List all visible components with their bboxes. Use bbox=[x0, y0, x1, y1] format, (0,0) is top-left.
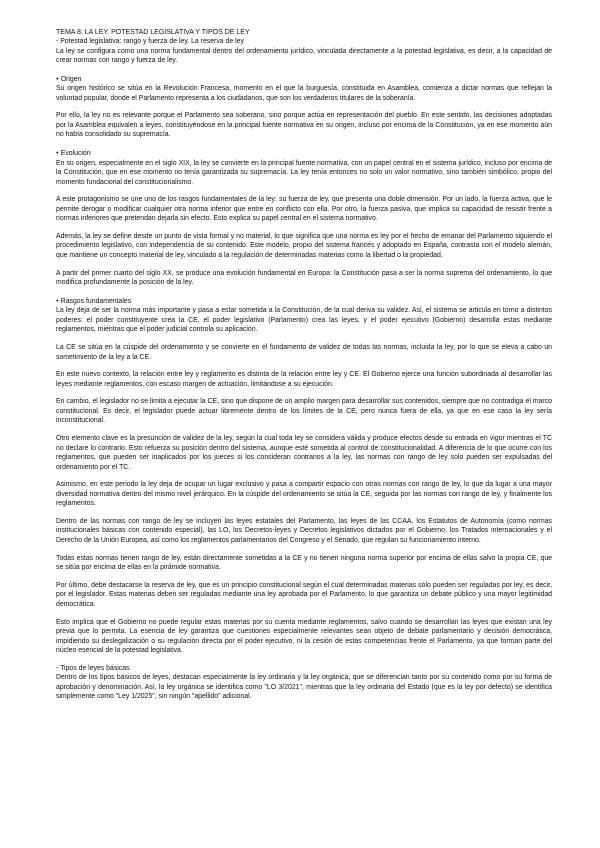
rasgos-paragraph-5: Otro elemento clave es la presunción de validez de la ley, según la cual toda ley se considera válida y produce efectos desde su entrada en vigor mientras el TC no declare lo contrario. Esto refuerza su posición dentro del sistema, aunque esté sometida al control de constitucionalidad. A diferencia de lo que ocurre con los reglamentos, que pueden ser inaplicados por los jueces si los consideran contrarios a la ley, las normas con rango de ley solo pueden ser expulsadas del ordenamiento por el TC. bbox=[56, 435, 552, 471]
evolucion-paragraph-2: A este protagonismo se une uno de los rasgos fundamentales de la ley: su fuerza de ley, que presenta una doble dimensión. Por un lado, la fuerza activa, que le permite derogar o modificar cualquier otra norma inferior que entre en conflicto con ella. Por otro, la fuerza pasiva, que implica su capacidad de resistir frente a normas inferiores que pretendan dejarla sin efecto. Esto explica su papel central en el sistema normativo. bbox=[56, 196, 552, 223]
origen-paragraph-1: Su origen histórico se sitúa en la Revolución Francesa, momento en el que la burguesía, constituida en Asamblea, comienza a dictar normas que reflejan la voluntad popular, donde el Parlamento representa a los ciudadanos, que son los verdaderos titulares de la soberanía. bbox=[56, 85, 552, 102]
tipos-paragraph-1: Dentro de los tipos básicos de leyes, destacan especialmente la ley ordinaria y la ley orgánica, que se diferencian tanto por su contenido como por su forma de aprobación y denominación. Así, la ley orgánica se identifica como "LO 3/2021", mientras que la ley ordinaria del Estado (que es la ley por defecto) se identifica simplemente como "Ley 1/2025", sin ningún "apellido" adicional. bbox=[56, 674, 552, 701]
origen-heading bbox=[56, 74, 552, 85]
document-page bbox=[56, 28, 552, 710]
tipos-heading: - Tipos de leyes básicas bbox=[56, 664, 130, 672]
rasgos-paragraph-8: Todas estas normas tienen rango de ley, están directamente sometidas a la CE y no tienen ninguna norma superior por encima de ellas salvo la propia CE, que se sitúa por encima de ellas en la pirámide normativa. bbox=[56, 554, 552, 572]
rasgos-paragraph-10: Esto implica que el Gobierno no puede regular estas materias por su cuenta mediante reglamentos, salvo cuando se desarrollan las leyes que existan una ley previa que lo permita. La esencia de ley garantiza que cuestiones especialmente relevantes sean objeto de debate parlamentario y decisión democrática, impidiendo su deslegalización o su regulación directa por el poder ejecutivo, ni la cesión de estas competencias frente el Parlamento, ya que forman parte del núcleo esencial de la potestad legislativa. bbox=[56, 618, 552, 654]
rasgos-paragraph-3: En este nuevo contexto, la relación entre ley y reglamento es distinta de la relación entre ley y CE. El Gobierno ejerce una función subordinada al desarrollar las leyes mediante reglamentos, con escaso margen de actuación, limitándose a su ejecución. bbox=[56, 371, 552, 388]
evolucion-heading bbox=[56, 148, 552, 159]
evolucion-paragraph-1: En su origen, especialmente en el siglo XIX, la ley se convierte en la principal fuente normativa, con un papel central en el sistema jurídico, incluso por encima de la Constitución, que en ese momento no tenía garantizada su supremacía. La ley tenía entonces no solo un valor normativo, sino también simbólico, propio del momento fundacional del constitucionalismo. bbox=[56, 159, 552, 186]
document-title: TEMA 8: LA LEY. POTESTAD LEGISLATIVA Y TIPOS DE LEY bbox=[56, 29, 250, 36]
evolucion-paragraph-4: A partir del primer cuarto del siglo XX, se produce una evolución fundamental en Europa: la Constitución pasa a ser la norma suprema del ordenamiento, lo que modifica profundamente la posición de la ley. bbox=[56, 269, 552, 287]
rasgos-heading-text: Rasgos fundamentales bbox=[60, 297, 132, 305]
origen-paragraph-2: Por ello, la ley no es relevante porque el Parlamento sea soberano, sino porque actúa en representación del pueblo. En este sentido, las decisiones adoptadas por la Asamblea equivalen a leyes, constituyéndose en la principal fuente normativa en su origen, incluso por encima de la Constitución, ya en ese momento aún no había consolidado su supremacía. bbox=[56, 112, 552, 139]
rasgos-heading bbox=[56, 296, 552, 307]
rasgos-paragraph-1: La ley deja de ser la norma más importante y pasa a estar sometida a la Constitución, de la cual deriva su validez. Así, el sistema se articula en torno a distintos poderes: el poder constituyente crea la CE, el poder legislativo (Parlamento) crea las leyes, y el poder ejecutivo (Gobierno) desarrolla estas mediante reglamentos, mientras que el poder judicial controla su aplicación. bbox=[56, 307, 552, 334]
rasgos-paragraph-7: Dentro de las normas con rango de ley se incluyen las leyes estatales del Parlamento, las leyes de las CCAA, los Estatutos de Autonomía (como normas institucionales básicas con contenido especial), las LO, los Decretos-leyes y Decretos legislativos dictados por el Gobierno, los Tratados internacionales y el Derecho de la Unión Europea, así como los reglamentos parlamentarios del Congreso y el Senado, que regulan su funcionamiento interno. bbox=[56, 517, 552, 544]
evolucion-paragraph-3: Además, la ley se define desde un punto de vista formal y no material, lo que significa que una norma es ley por el hecho de emanar del Parlamento siguiendo el procedimiento legislativo, con independencia de su contenido. Este modelo, propio del sistema francés y adoptado en España, contrasta con el modelo alemán, que mantiene un concepto material de ley, vinculado a la regulación de determinadas materias como la libertad o la propiedad. bbox=[56, 232, 552, 259]
rasgos-paragraph-4: En cambio, el legislador no se limita a ejecutar la CE, sino que dispone de un amplio margen para desarrollar sus contenidos, siempre que no contradiga el marco constitucional. Es decir, el legislador puede actuar libremente dentro de los límites de la CE, pero nunca fuera de ella, ya que en ese caso la ley sería inconstitucional. bbox=[56, 398, 552, 425]
rasgos-paragraph-6: Asimismo, en este periodo la ley deja de ocupar un lugar exclusivo y pasa a compartir espacio con otras normas con rango de ley, lo que da lugar a una mayor diversidad normativa dentro del mismo nivel jerárquico. En la cúspide del ordenamiento se sitúa la CE, seguida por las normas con rango de ley, y finalmente los reglamentos. bbox=[56, 481, 552, 508]
origen-heading-text: Origen bbox=[60, 75, 82, 83]
intro-paragraph: La ley se configura como una norma fundamental dentro del ordenamiento jurídico, vinculada directamente a la potestad legislativa, es decir, a la capacidad de crear normas con rango y fuerza de ley. bbox=[56, 47, 552, 64]
rasgos-paragraph-2: La CE se sitúa en la cúspide del ordenamiento y se convierte en el fundamento de validez de todas las normas, incluida la ley, por lo que se eleva a cabo un sometimiento de la ley a la CE. bbox=[56, 344, 552, 361]
rasgos-paragraph-9: Por último, debe destacarse la reserva de ley, que es un principio constitucional según el cual determinadas materias sólo pueden ser reguladas por ley, es decir, por el legislador. Estas materias deben ser reguladas mediante una ley aprobada por el Parlamento, lo que garantiza un debate público y una mayor legitimidad democrática. bbox=[56, 581, 552, 608]
evolucion-heading-text: Evolución bbox=[60, 150, 91, 158]
section-subtitle: - Potestad legislativa: rango y fuerza de ley. La reserva de ley bbox=[56, 38, 244, 45]
